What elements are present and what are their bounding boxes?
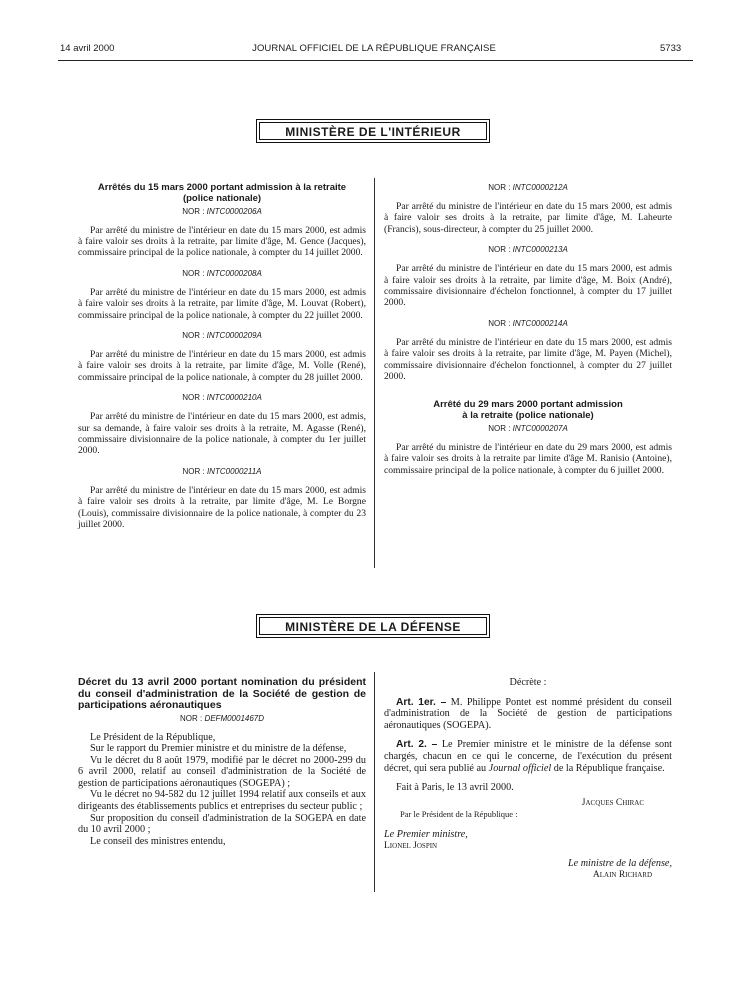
column-separator bbox=[374, 178, 375, 568]
nor-code: INTC0000207A bbox=[512, 424, 568, 434]
nor-line bbox=[384, 245, 672, 255]
signer-president: Jacques Chirac bbox=[581, 797, 644, 808]
nor-line bbox=[78, 331, 366, 341]
arretes-title-line2: (police nationale) bbox=[182, 192, 262, 204]
arrete-text: Par arrêté du ministre de l'intérieur en date du 15 mars 2000, est admis à faire valoir ses droits à la retraite, par limite d'âge, M. Laheurte (Francis), sous-directeur, à compter du 25 juillet 2000. bbox=[384, 201, 672, 235]
arrete-text: Par arrêté du ministre de l'intérieur en date du 15 mars 2000, est admis, sur sa demande, à faire valoir ses droits à la retraite, M. Agasse (René), commissaire divisionnaire de la police nationale, à compter du 1er juillet 2000. bbox=[78, 411, 366, 457]
fait-a-paris: Fait à Paris, le 13 avril 2000. bbox=[396, 782, 514, 794]
article-2-text-a: Le Premier ministre et le ministre de la défense sont chargés, chacun en ce qui le concerne, de l'exécution du présent décret, qui sera publié au bbox=[384, 739, 672, 774]
article-1 bbox=[384, 697, 672, 732]
preamble-paragraph: Vu le décret du 8 août 1979, modifié par le décret no 2000-299 du 6 avril 2000, relatif au conseil d'administration de la Société de gestion de participations aéronautiques (SOGEPA) ; bbox=[78, 754, 366, 789]
decret-nor-line bbox=[78, 714, 366, 724]
preamble-paragraph: Le conseil des ministres entendu, bbox=[90, 835, 226, 847]
nor-code: INTC0000206A bbox=[206, 206, 262, 216]
defense-right-column bbox=[384, 677, 672, 881]
arrete-text: Par arrêté du ministre de l'intérieur en date du 15 mars 2000, est admis à faire valoir ses droits à la retraite, par limite d'âge, M. Volle (René), commissaire principal de la police nationale, à compter du 28 juillet 2000. bbox=[78, 349, 366, 383]
nor-code: INTC0000208A bbox=[206, 268, 262, 278]
arrete-text: Par arrêté du ministre de l'intérieur en date du 15 mars 2000, est admis à faire valoir ses droits à la retraite, par limite d'âge, M. Louvat (Robert), commissaire principal de la police nationale, à compter du 22 juillet 2000. bbox=[78, 286, 366, 321]
article-2-journal: Journal officiel bbox=[488, 762, 552, 774]
arrete-29-title-line2: à la retraite (police nationale) bbox=[462, 410, 594, 422]
defense-minister-name: Alain Richard bbox=[592, 869, 652, 880]
arrete-29-text: Par arrêté du ministre de l'intérieur en date du 29 mars 2000, est admis à faire valoir ses droits à la retraite par limite d'âge M. Ranisio (Antoine), commissaire principal de la police nationale, à compter du 6 juillet 2000. bbox=[384, 442, 672, 476]
header-rule bbox=[58, 60, 693, 61]
nor-label: NOR : bbox=[488, 318, 511, 328]
nor-line bbox=[78, 467, 366, 477]
nor-label: NOR : bbox=[182, 466, 205, 476]
article-1-label: Art. 1er. – bbox=[396, 696, 447, 708]
nor-label: NOR : bbox=[182, 206, 205, 216]
interieur-right-column bbox=[384, 181, 672, 476]
arrete-text: Par arrêté du ministre de l'intérieur en date du 15 mars 2000, est admis à faire valoir ses droits à la retraite, par limite d'âge, M. Payen (Michel), commissaire divisionnaire d'échelon fonctionnel, à compter du 27 juillet 2000. bbox=[384, 336, 672, 383]
nor-code: INTC0000211A bbox=[206, 466, 262, 476]
arrete-text: Par arrêté du ministre de l'intérieur en date du 15 mars 2000, est admis à faire valoir ses droits à la retraite, par limite d'âge, M. Boix (André), commissaire divisionnaire d'échelon fonctionnel, à compter du 17 juillet 2000. bbox=[384, 263, 672, 309]
article-2-text-b: de la République française. bbox=[551, 762, 665, 774]
header-date: 14 avril 2000 bbox=[60, 43, 115, 54]
nor-label: NOR : bbox=[179, 713, 203, 723]
preamble-paragraph: Le Président de la République, bbox=[90, 731, 216, 743]
nor-code: INTC0000214A bbox=[512, 318, 568, 328]
nor-code: INTC0000210A bbox=[206, 393, 262, 403]
nor-label: NOR : bbox=[182, 393, 205, 403]
nor-line bbox=[384, 183, 672, 193]
arrete-text: Par arrêté du ministre de l'intérieur en date du 15 mars 2000, est admis à faire valoir ses droits à la retraite, par limite d'âge, M. Le Borgne (Louis), commissaire divisionnaire de la police nationale, à compter du 23 juillet 2000. bbox=[78, 484, 366, 531]
article-1-text: M. Philippe Pontet est nommé président du conseil d'administration de la Société de gestion de participations aéronautiques (SOGEPA). bbox=[384, 696, 673, 731]
decret-title: Décret du 13 avril 2000 portant nomination du président du conseil d'administration de la Société de gestion de participations aéronautiques bbox=[78, 676, 366, 711]
ministry-box-interieur bbox=[256, 119, 490, 143]
par-le-president: Par le Président de la République : bbox=[400, 809, 518, 820]
nor-code: INTC0000212A bbox=[512, 183, 568, 192]
nor-line bbox=[78, 393, 366, 403]
arrete-text: Par arrêté du ministre de l'intérieur en date du 15 mars 2000, est admis à faire valoir ses droits à la retraite, par limite d'âge, M. Gence (Jacques), commissaire principal de la police nationale, à compter du 14 juillet 2000. bbox=[78, 224, 366, 259]
nor-line bbox=[384, 424, 672, 434]
decret-nor-code: DEFM0001467D bbox=[204, 713, 265, 723]
pm-name: Lionel Jospin bbox=[384, 840, 438, 851]
interieur-left-column bbox=[78, 183, 366, 541]
page-number: 5733 bbox=[660, 43, 682, 54]
article-2-label: Art. 2. – bbox=[396, 739, 438, 751]
nor-label: NOR : bbox=[488, 424, 511, 434]
pm-role: Le Premier ministre, bbox=[384, 828, 468, 840]
defense-left-column bbox=[78, 677, 366, 847]
nor-code: INTC0000209A bbox=[206, 331, 262, 341]
nor-label: NOR : bbox=[488, 245, 511, 255]
preamble-paragraph: Vu le décret no 94-582 du 12 juillet 1994 relatif aux conseils et aux dirigeants des établissements publics et entreprises du secteur public ; bbox=[78, 789, 366, 813]
nor-line bbox=[78, 207, 366, 217]
journal-title: JOURNAL OFFICIEL DE LA RÉPUBLIQUE FRANÇAISE bbox=[252, 43, 496, 54]
ministry-title-interieur: MINISTÈRE DE L'INTÉRIEUR bbox=[259, 122, 487, 140]
decrete: Décrète : bbox=[509, 677, 547, 688]
arretes-title-line1: Arrêtés du 15 mars 2000 portant admission à la retraite bbox=[97, 182, 347, 193]
nor-line bbox=[384, 319, 672, 329]
article-2 bbox=[384, 739, 672, 774]
nor-line bbox=[78, 269, 366, 279]
nor-label: NOR : bbox=[488, 183, 511, 192]
nor-label: NOR : bbox=[182, 268, 205, 278]
defense-minister-role: Le ministre de la défense, bbox=[567, 858, 672, 870]
arrete-29-title-line1: Arrêté du 29 mars 2000 portant admission bbox=[433, 399, 623, 411]
preamble-paragraph: Sur le rapport du Premier ministre et du ministre de la défense, bbox=[90, 743, 347, 755]
column-separator-defense bbox=[374, 672, 375, 892]
nor-label: NOR : bbox=[182, 331, 205, 341]
ministry-box-defense bbox=[256, 614, 490, 638]
nor-code: INTC0000213A bbox=[512, 245, 568, 255]
preamble-paragraph: Sur proposition du conseil d'administration de la SOGEPA en date du 10 avril 2000 ; bbox=[78, 812, 366, 836]
ministry-title-defense: MINISTÈRE DE LA DÉFENSE bbox=[259, 617, 487, 635]
